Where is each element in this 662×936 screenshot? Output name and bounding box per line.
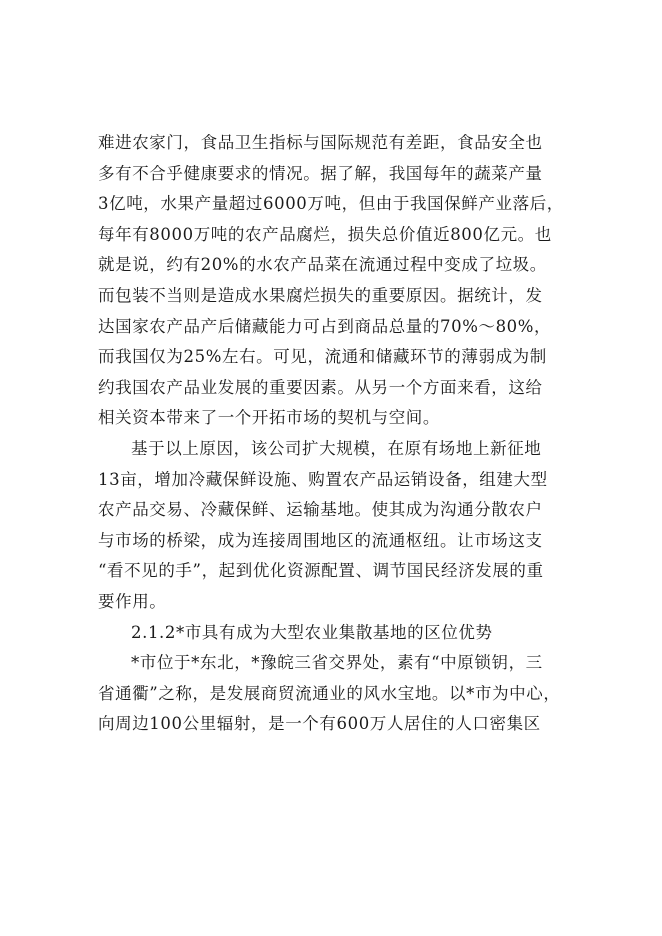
paragraph-line: 13亩，增加冷藏保鲜设施、购置农产品运销设备，组建大型 — [98, 469, 548, 489]
paragraph-line: 达国家农产品产后储藏能力可占到商品总量的70%～80%， — [98, 316, 552, 336]
paragraph-line: 省通衢”之称，是发展商贸流通业的风水宝地。以*市为中心， — [98, 683, 561, 703]
paragraph-line: 而我国仅为25%左右。可见，流通和储藏环节的薄弱成为制 — [98, 347, 547, 367]
paragraph-line: 难进农家门，食品卫生指标与国际规范有差距，食品安全也 — [98, 133, 543, 152]
paragraph-line: 与市场的桥梁，成为连接周围地区的流通枢纽。让市场这支 — [98, 530, 543, 550]
paragraph-line: 要作用。 — [98, 591, 167, 611]
section-heading: 2.1.2*市具有成为大型农业集散基地的区位优势 — [131, 622, 493, 642]
paragraph-first-line: *市位于*东北，*豫皖三省交界处，素有“中原锁钥，三 — [131, 653, 543, 673]
paragraph-line: 向周边100公里辐射，是一个有600万人居住的人口密集区 — [98, 714, 541, 734]
paragraph-line: 农产品交易、冷藏保鲜、运输基地。使其成为沟通分散农户 — [98, 500, 543, 520]
paragraph-first-line: 基于以上原因，该公司扩大规模，在原有场地上新征地 — [131, 438, 542, 458]
paragraph-line: 约我国农产品业发展的重要因素。从另一个方面来看，这给 — [98, 377, 543, 397]
paragraph-line: 就是说，约有20%的水农产品菜在流通过程中变成了垃圾。 — [98, 255, 547, 275]
paragraph-line: “看不见的手”，起到优化资源配置、调节国民经济发展的重 — [98, 561, 544, 581]
paragraph-line: 3亿吨，水果产量超过6000万吨，但由于我国保鲜产业落后， — [98, 194, 564, 214]
body-text — [98, 128, 570, 740]
paragraph-line: 每年有8000万吨的农产品腐烂，损失总价值近800亿元。也 — [98, 224, 552, 244]
paragraph-line: 相关资本带来了一个开拓市场的契机与空间。 — [98, 408, 440, 428]
paragraph-line: 多有不合乎健康要求的情况。据了解，我国每年的蔬菜产量 — [98, 163, 543, 183]
paragraph-line: 而包装不当则是造成水果腐烂损失的重要原因。据统计，发 — [98, 285, 543, 305]
